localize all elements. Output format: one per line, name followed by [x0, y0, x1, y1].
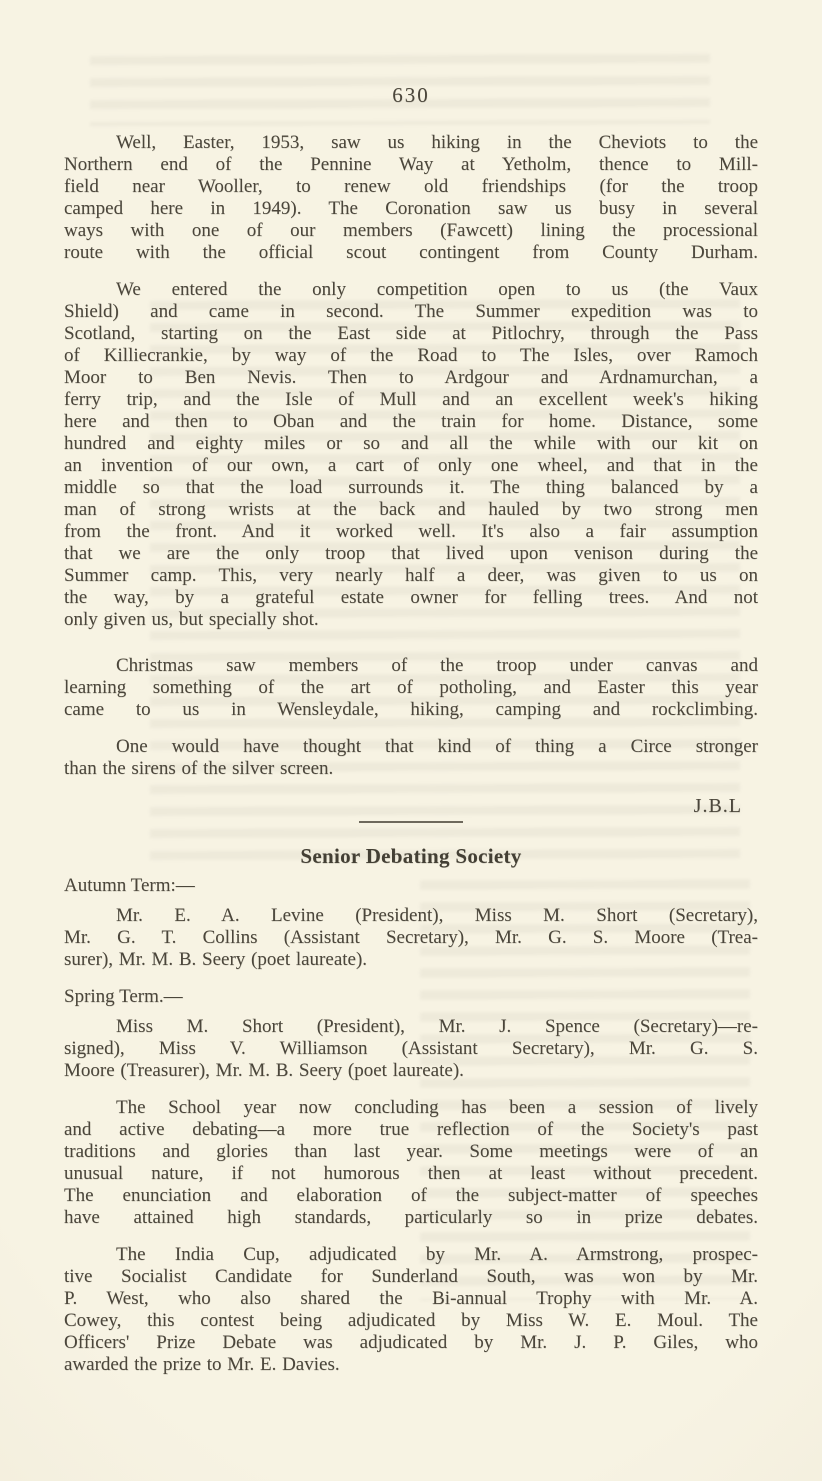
text-line: Moore (Treasurer), Mr. M. B. Seery (poet laureate). [64, 1060, 464, 1081]
term-label: Autumn Term:— [64, 875, 195, 896]
text-line: man of strong wrists at the back and hauled by two strong men [64, 499, 758, 520]
text-line: P. West, who also shared the Bi-annual Trophy with Mr. A. [64, 1288, 758, 1309]
text-line: and active debating—a more true reflection of the Society's past [64, 1119, 758, 1140]
text-line: that we are the only troop that lived upon venison during the [64, 543, 758, 564]
text-line: hundred and eighty miles or so and all the while with our kit on [64, 433, 758, 454]
text-line: Scotland, starting on the East side at Pitlochry, through the Pass [64, 323, 758, 344]
paragraph [64, 1016, 758, 1082]
page-content [64, 84, 758, 1391]
text-line: route with the official scout contingent from County Durham. [64, 242, 758, 263]
text-line: than the sirens of the silver screen. [64, 758, 334, 779]
text-line: Shield) and came in second. The Summer expedition was to [64, 301, 758, 322]
text-line: The School year now concluding has been a session of lively [116, 1097, 758, 1118]
text-line: awarded the prize to Mr. E. Davies. [64, 1354, 340, 1375]
text-line: Well, Easter, 1953, saw us hiking in the Cheviots to the [116, 132, 758, 153]
paragraph [64, 655, 758, 721]
text-line: traditions and glories than last year. Some meetings were of an [64, 1141, 758, 1162]
text-line: Cowey, this contest being adjudicated by Miss W. E. Moul. The [64, 1310, 758, 1331]
paragraph [64, 132, 758, 264]
text-line: learning something of the art of potholing, and Easter this year [64, 677, 758, 698]
paragraph [64, 279, 758, 631]
text-line: Moor to Ben Nevis. Then to Ardgour and Ardnamurchan, a [64, 367, 758, 388]
text-line: We entered the only competition open to us (the Vaux [116, 279, 758, 300]
text-line: came to us in Wensleydale, hiking, camping and rockclimbing. [64, 699, 758, 720]
text-line: middle so that the load surrounds it. The thing balanced by a [64, 477, 758, 498]
text-line: Northern end of the Pennine Way at Yetholm, thence to Mill- [64, 154, 758, 175]
text-line: Mr. E. A. Levine (President), Miss M. Short (Secretary), [116, 905, 758, 926]
text-line: camped here in 1949). The Coronation saw us busy in several [64, 198, 758, 219]
text-line: from the front. And it worked well. It's also a fair assumption [64, 521, 758, 542]
text-line: of Killiecrankie, by way of the Road to The Isles, over Ramoch [64, 345, 758, 366]
text-line: the way, by a grateful estate owner for felling trees. And not [64, 587, 758, 608]
text-line: Miss M. Short (President), Mr. J. Spence (Secretary)—re- [116, 1016, 758, 1037]
section-heading: Senior Debating Society [300, 844, 522, 868]
text-line: Christmas saw members of the troop under canvas and [116, 655, 758, 676]
text-line: Officers' Prize Debate was adjudicated by Mr. J. P. Giles, who [64, 1332, 758, 1353]
page-number: 630 [392, 83, 430, 107]
text-line: field near Wooller, to renew old friendships (for the troop [64, 176, 758, 197]
text-line: Mr. G. T. Collins (Assistant Secretary), Mr. G. S. Moore (Trea- [64, 927, 758, 948]
text-line: here and then to Oban and the train for home. Distance, some [64, 411, 758, 432]
text-line: unusual nature, if not humorous then at least without precedent. [64, 1163, 758, 1184]
section-divider [359, 821, 463, 823]
author-initials: J.B.L [693, 795, 742, 817]
text-line: only given us, but specially shot. [64, 609, 319, 630]
term-label: Spring Term.— [64, 986, 183, 1007]
paragraph [64, 1097, 758, 1229]
text-line: have attained high standards, particularly so in prize debates. [64, 1207, 758, 1228]
text-line: Summer camp. This, very nearly half a deer, was given to us on [64, 565, 758, 586]
paragraph [64, 736, 758, 780]
text-line: tive Socialist Candidate for Sunderland South, was won by Mr. [64, 1266, 758, 1287]
paragraph [64, 905, 758, 971]
text-line: signed), Miss V. Williamson (Assistant Secretary), Mr. G. S. [64, 1038, 758, 1059]
text-line: surer), Mr. M. B. Seery (poet laureate). [64, 949, 368, 970]
text-line: ways with one of our members (Fawcett) lining the processional [64, 220, 758, 241]
text-line: The India Cup, adjudicated by Mr. A. Armstrong, prospec- [116, 1244, 758, 1265]
paragraph [64, 1244, 758, 1376]
text-line: One would have thought that kind of thing a Circe stronger [116, 736, 758, 757]
text-line: The enunciation and elaboration of the subject-matter of speeches [64, 1185, 758, 1206]
text-line: an invention of our own, a cart of only one wheel, and that in the [64, 455, 758, 476]
text-line: ferry trip, and the Isle of Mull and an excellent week's hiking [64, 389, 758, 410]
